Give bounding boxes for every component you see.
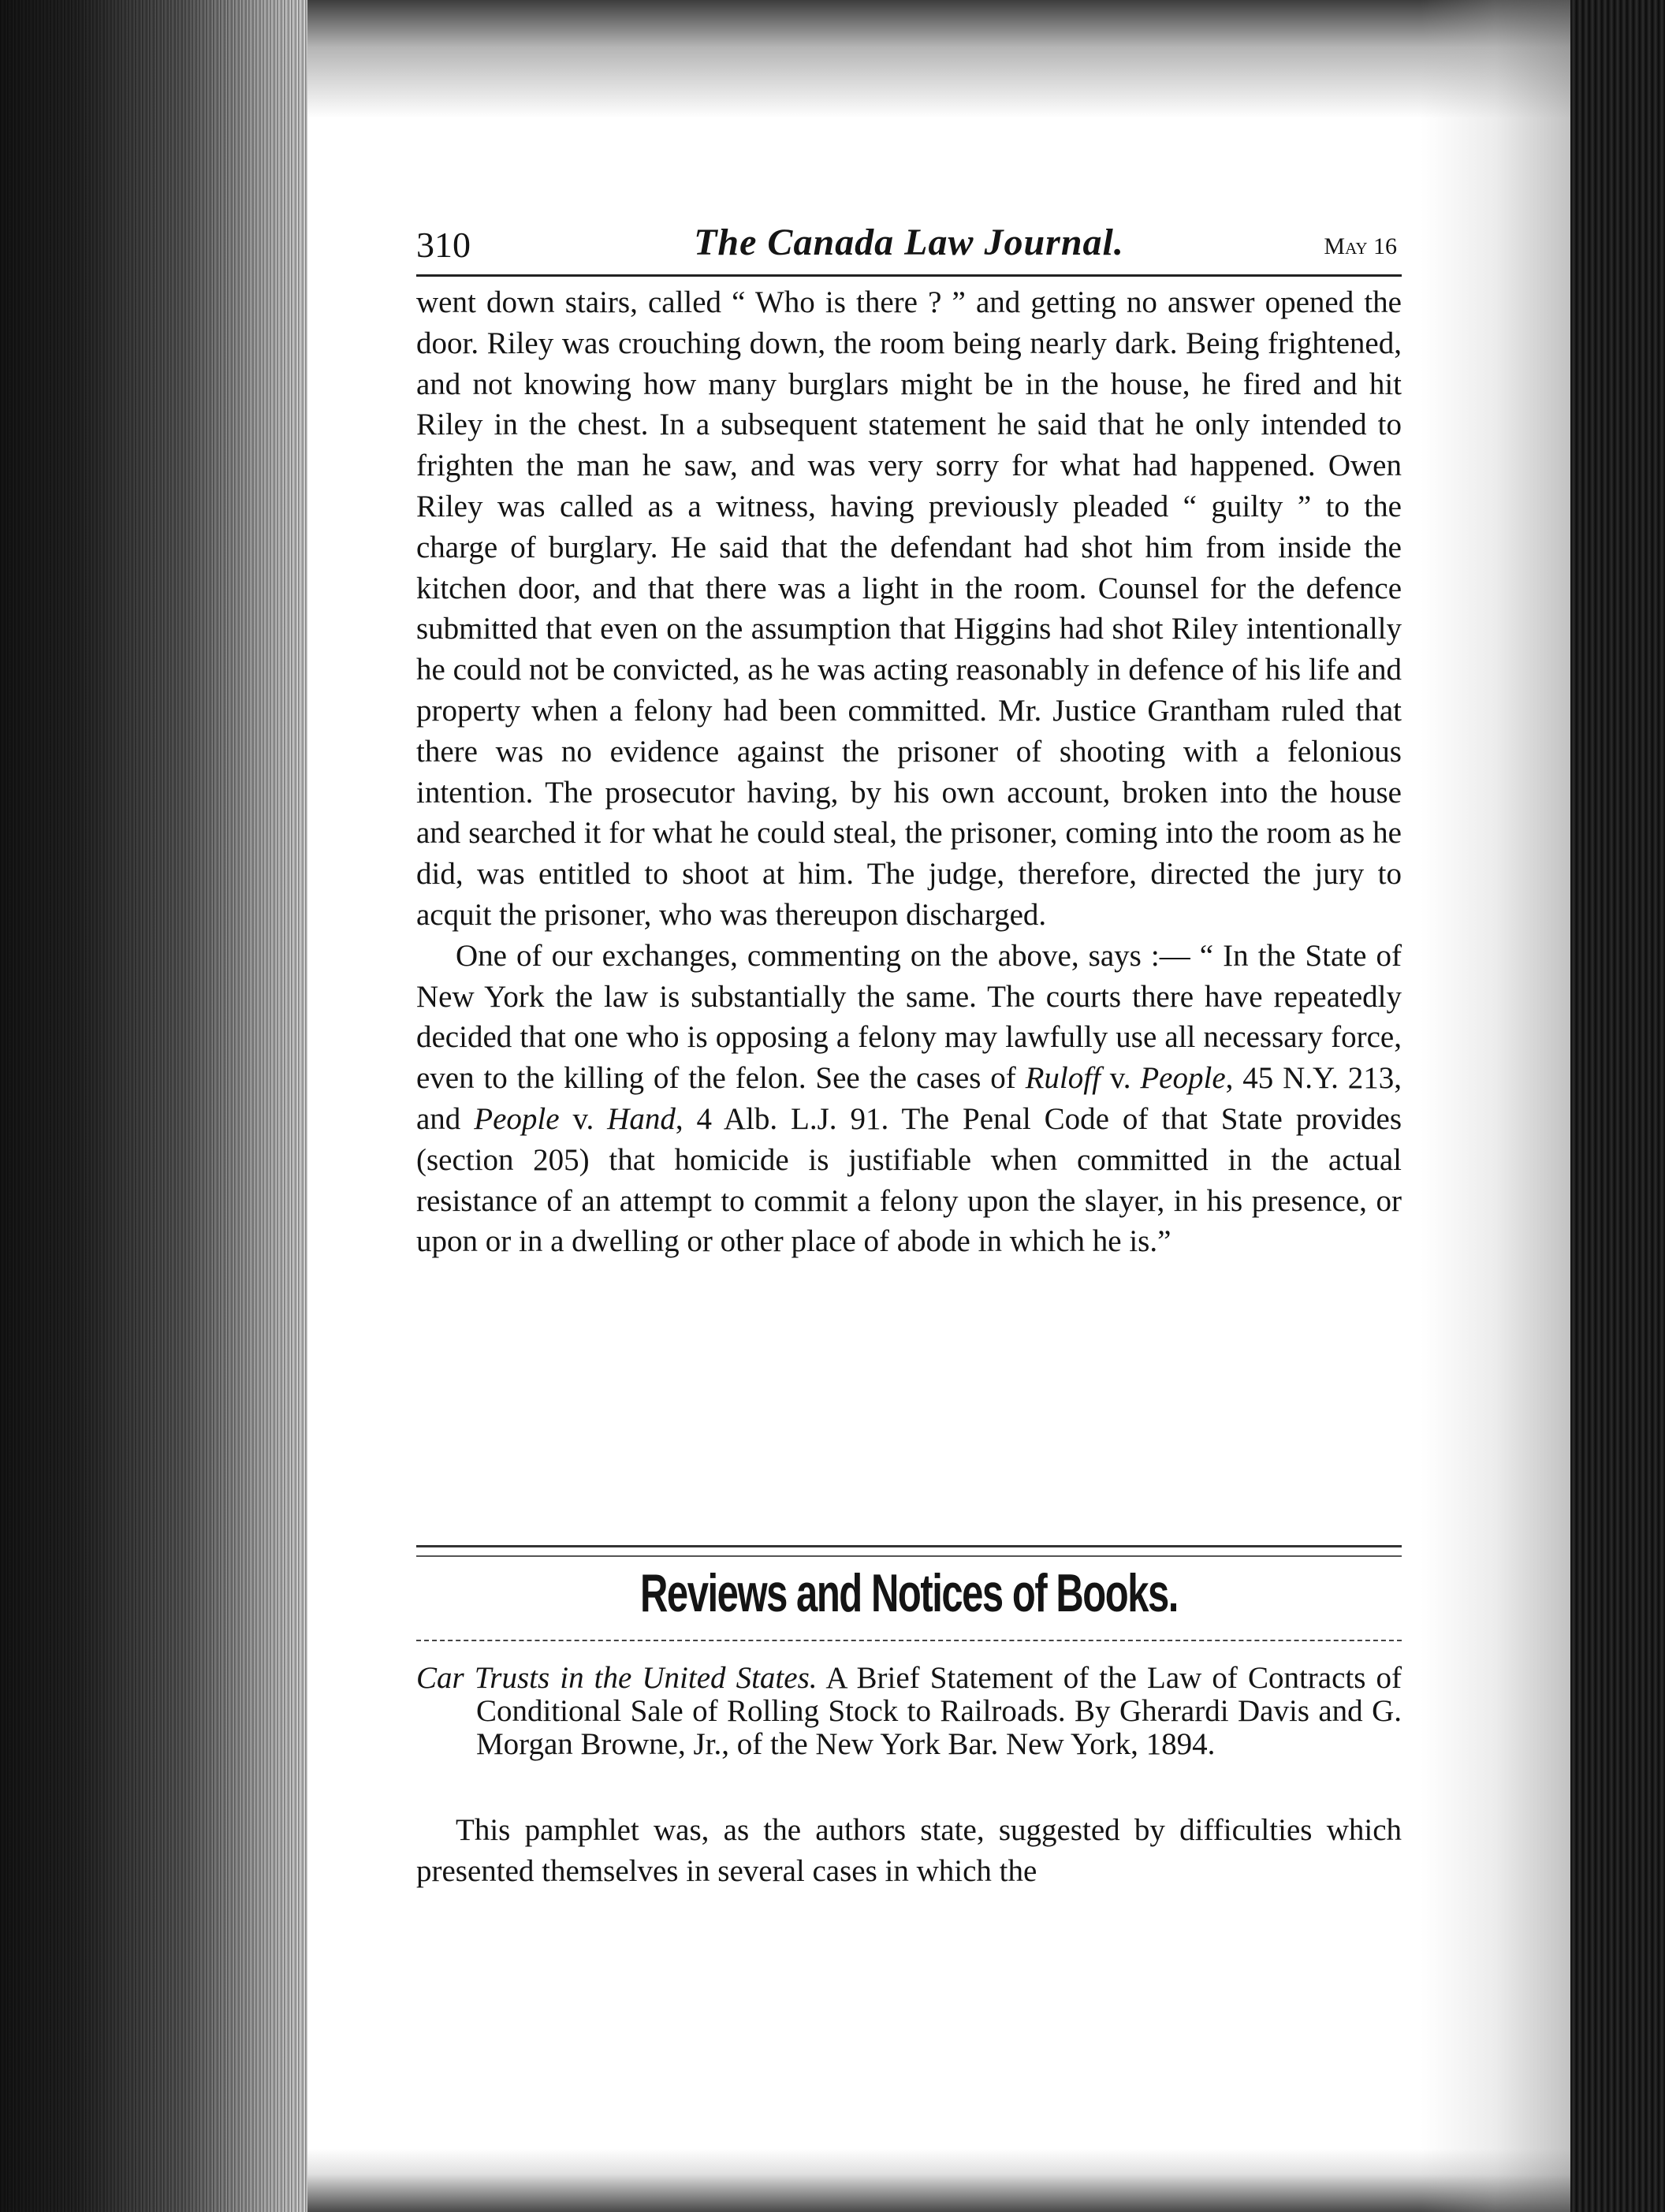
scan-shadow-right [1421, 0, 1570, 2212]
scan-border-left [0, 0, 307, 2212]
section-divider-single [416, 1640, 1402, 1641]
section-divider-double [416, 1545, 1402, 1557]
page-header [416, 224, 1402, 277]
case-name-ruloff: Ruloff [1025, 1061, 1101, 1096]
article-body [416, 282, 1402, 1262]
case-name-people: People [474, 1101, 560, 1136]
issue-date: May 16 [1324, 233, 1397, 259]
case-versus-2: v. [559, 1101, 608, 1136]
case-party-hand: Hand [607, 1101, 676, 1136]
case-versus: v. [1100, 1061, 1141, 1096]
paragraph-burglary-case: went down stairs, called “ Who is there ? ” and getting no answer opened the door. Riley was crouching down, the room being nearly dark. Being frightened, and not knowing how many burglars might be in the house, he fired and hit Riley in the chest. In a subsequent statement he said that he only intended to frighten the man he saw, and was very sorry for what had happened. Owen Riley was called as a witness, having previously pleaded “ guilty ” to the charge of burglary. He said that the defendant had shot him from inside the kitchen door, and that there was a light in the room. Counsel for the defence submitted that even on the assumption that Higgins had shot Riley intentionally he could not be convicted, as he was acting reasonably in defence of his life and property when a felony had been committed. Mr. Justice Grantham ruled that there was no evidence against the prisoner of shooting with a felonious intention. The prosecutor having, by his own account, broken into the house and searched it for what he could steal, the prisoner, coming into the room as he did, was entitled to shoot at him. The judge, therefore, directed the jury to acquit the prisoner, who was thereupon discharged. [416, 285, 1402, 932]
paragraph-new-york-law [416, 936, 1402, 1262]
paragraph-text-part1: One of our exchanges, commenting on the above, says :— “ In the State of New York the law is substantially the same. The courts there have repeatedly decided that one who is opposing a felony may lawfully use all necessary force, even to the killing of the felon. See the cases of [416, 938, 1402, 1096]
page-number: 310 [416, 225, 471, 265]
book-title: Car Trusts in the United States. [416, 1661, 818, 1695]
section-title: Reviews and Notices of Books. [640, 1563, 1178, 1623]
paragraph-text-part2: , 4 Alb. L.J. 91. The Penal Code of that State provides (section 205) that homicide is justifiable when committed in the actual resistance of an attempt to commit a felony upon the slayer, in his presence, or upon or in a dwelling or other place of abode in which he is.” [416, 1101, 1402, 1259]
scan-border-right [1570, 0, 1665, 2212]
book-entry [416, 1662, 1402, 1761]
journal-title: The Canada Law Journal. [694, 222, 1124, 263]
case-party-people: People [1140, 1061, 1226, 1096]
book-description: A Brief Statement of the Law of Contracts of Conditional Sale of Rolling Stock to Railroads. By Gherardi Davis and G. Morgan Browne, Jr., of the New York Bar. New York, 1894. [476, 1661, 1402, 1761]
book-review-text: This pamphlet was, as the authors state, suggested by difficulties which presented themselves in several cases in which the [416, 1813, 1402, 1888]
case-citation: , 45 N.Y. 213, and [416, 1061, 1402, 1136]
journal-page [416, 213, 1402, 2168]
